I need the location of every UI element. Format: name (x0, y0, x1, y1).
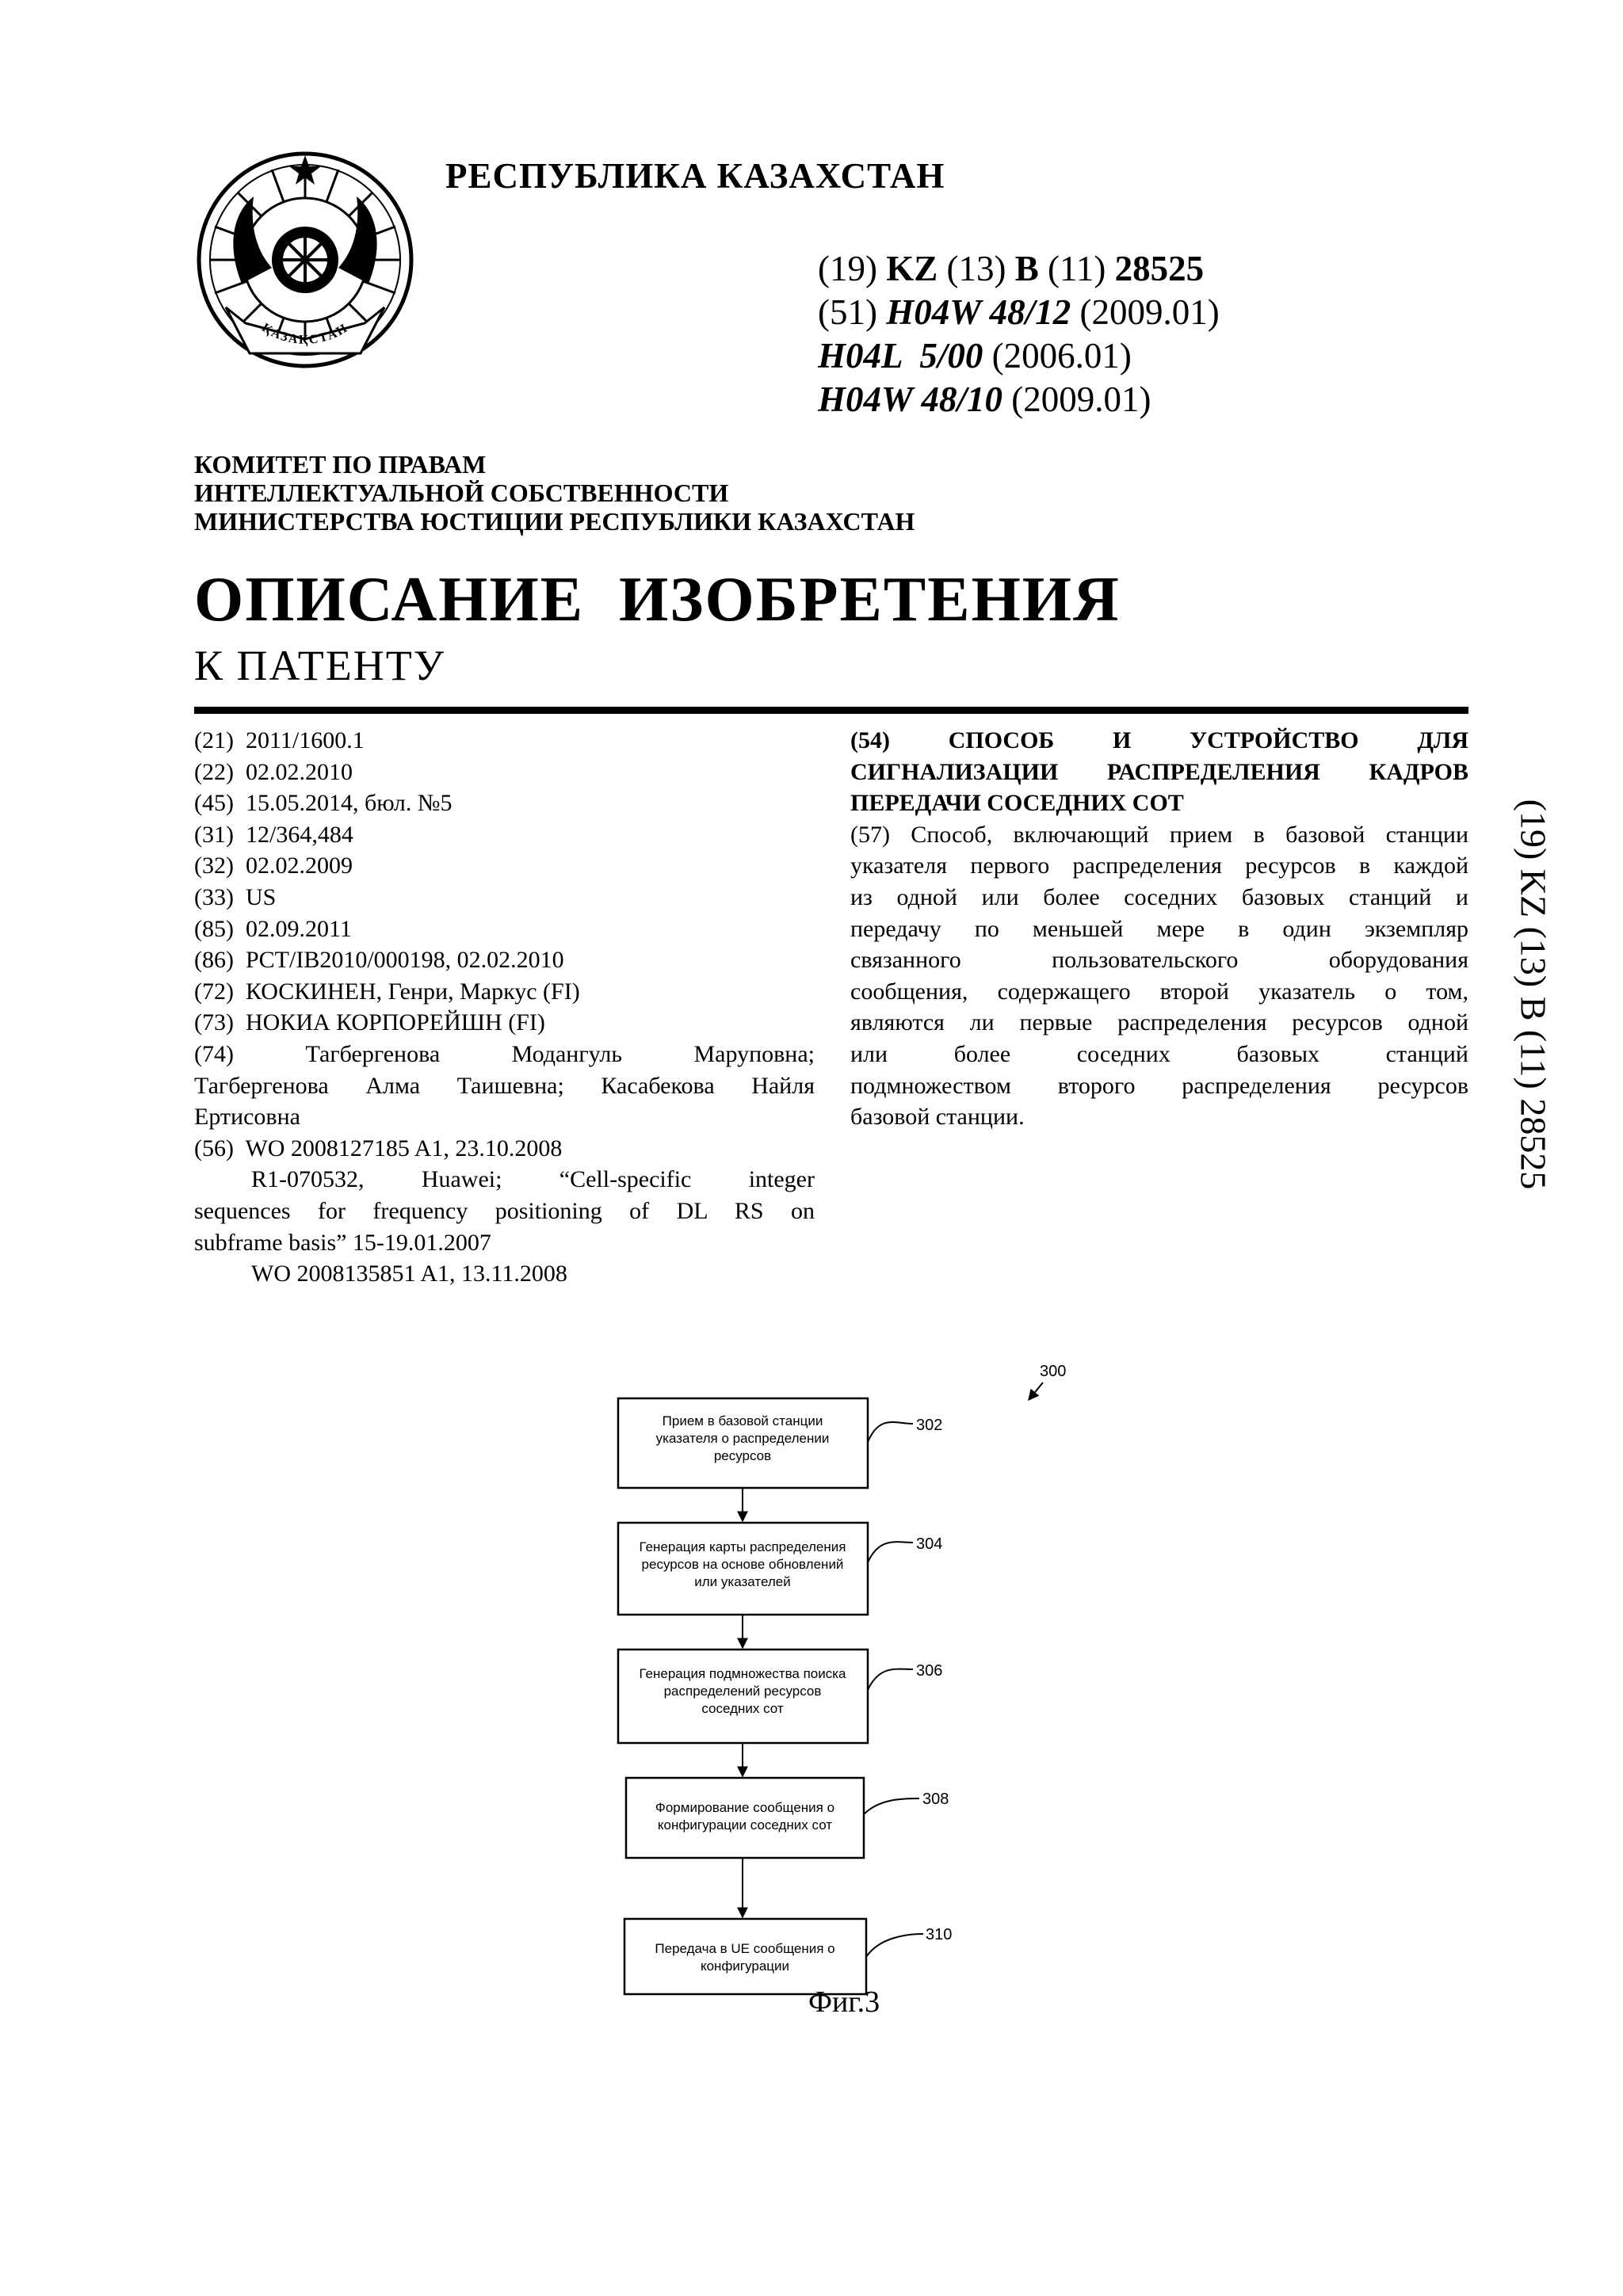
invention-title-line: (54) СПОСОБ И УСТРОЙСТВО ДЛЯ (850, 727, 1468, 753)
committee-line: КОМИТЕТ ПО ПРАВАМ (194, 450, 487, 479)
ref-leader (868, 1422, 913, 1442)
field-32: (32) 02.02.2009 (194, 852, 353, 879)
abstract-line: сообщения, содержащего второй указатель о том, (850, 978, 1468, 1005)
flow-box-text: ресурсов на основе обновлений (641, 1557, 844, 1572)
step-ref: 308 (922, 1791, 949, 1808)
field-73: (73) НОКИА КОРПОРЕЙШН (FI) (194, 1009, 545, 1036)
abstract-line: (57) Способ, включающий прием в базовой станции (850, 821, 1468, 848)
field-45: (45) 15.05.2014, бюл. №5 (194, 790, 453, 817)
committee-line: ИНТЕЛЛЕКТУАЛЬНОЙ СОБСТВЕННОСТИ (194, 479, 729, 507)
side-patent-code (1490, 772, 1577, 1216)
step-ref: 310 (926, 1926, 953, 1943)
step-ref: 306 (916, 1662, 943, 1680)
flow-box-text: Прием в базовой станции (662, 1413, 823, 1428)
abstract-line: подмножеством второго распределения ресурсов (850, 1072, 1468, 1099)
flow-box-text: Формирование сообщения о (655, 1800, 835, 1815)
code51-label: (51) (818, 292, 877, 332)
flow-box (624, 1919, 866, 1994)
side-code-text: (19) KZ (13) B (11) 28525 (1513, 799, 1554, 1190)
field-85: (85) 02.09.2011 (194, 915, 352, 942)
ref-leader (868, 1669, 913, 1690)
flow-box-text: соседних сот (701, 1701, 784, 1716)
field-21: (21) 2011/1600.1 (194, 727, 365, 753)
kind-code: B (1014, 249, 1039, 288)
flow-step-304 (618, 1523, 942, 1615)
flow-box-text: ресурсов (713, 1448, 772, 1463)
emblem-text: ҚАЗАҚСТАН (259, 321, 351, 347)
document-title: ОПИСАНИЕ ИЗОБРЕТЕНИЯ (194, 565, 1121, 635)
flow-box-text: конфигурации соседних сот (657, 1817, 833, 1833)
ref-leader (864, 1798, 919, 1814)
invention-title-line: ПЕРЕДАЧИ СОСЕДНИХ СОТ (850, 790, 1184, 817)
country-code: KZ (886, 249, 938, 288)
field-74-line: (74) Тагбергенова Модангуль Маруповна; (194, 1040, 815, 1067)
flow-box-text: указателя о распределении (655, 1431, 830, 1446)
flowchart-figure (602, 1359, 1067, 2032)
abstract-line: передачу по меньшей мере в один экземпляр (850, 915, 1468, 942)
ipc-year-3: (2009.01) (1011, 379, 1151, 419)
abstract-line: или более соседних базовых станций (850, 1040, 1468, 1067)
committee-name (194, 450, 915, 536)
step-ref: 302 (916, 1417, 943, 1434)
abstract-line: являются ли первые распределения ресурсов одной (850, 1009, 1468, 1036)
ipc-class-1: H04W 48/12 (886, 292, 1071, 332)
ipc-year-1: (2009.01) (1079, 292, 1220, 332)
flow-box-text: распределений ресурсов (663, 1684, 822, 1699)
figure-ref-arrow (1029, 1383, 1043, 1400)
state-emblem (194, 149, 416, 379)
flow-step-306 (618, 1650, 942, 1743)
abstract-column (850, 725, 1468, 1133)
flow-box-text: конфигурации (700, 1958, 790, 1974)
field-56-line: R1-070532, Huawei; “Cell-specific integer (251, 1166, 815, 1193)
field-56-line: subframe basis” 15-19.01.2007 (194, 1229, 491, 1256)
field-56-line: (56) WO 2008127185 A1, 23.10.2008 (194, 1135, 563, 1161)
field-56-line: sequences for frequency positioning of DL RS on (194, 1197, 815, 1224)
code19-label: (19) (818, 249, 877, 288)
flow-step-310 (624, 1919, 952, 1994)
code11-label: (11) (1048, 249, 1106, 288)
committee-line: МИНИСТЕРСТВА ЮСТИЦИИ РЕСПУБЛИКИ КАЗАХСТАН (194, 507, 915, 536)
flow-box-text: Передача в UE сообщения о (655, 1941, 835, 1956)
abstract-line: из одной или более соседних базовых станций и (850, 883, 1468, 910)
field-74-line: Ертисовна (194, 1104, 300, 1131)
flow-box-text: Генерация подмножества поиска (639, 1666, 846, 1681)
flow-step-308 (626, 1778, 949, 1858)
country-name: РЕСПУБЛИКА КАЗАХСТАН (445, 156, 945, 196)
ref-leader (866, 1934, 923, 1957)
ipc-class-3: H04W 48/10 (818, 379, 1002, 419)
flow-box-text: или указателей (694, 1574, 791, 1589)
publication-codes (818, 247, 1220, 421)
figure-ref-300: 300 (1040, 1363, 1067, 1380)
field-31: (31) 12/364,484 (194, 821, 353, 848)
abstract-line: базовой станции. (850, 1104, 1025, 1131)
field-72: (72) КОСКИНЕН, Генри, Маркус (FI) (194, 978, 580, 1005)
abstract-line: связанного пользовательского оборудования (850, 947, 1468, 974)
bibliographic-data (194, 725, 815, 1290)
document-subtitle: К ПАТЕНТУ (194, 642, 445, 689)
code13-label: (13) (946, 249, 1006, 288)
patent-number: 28525 (1114, 249, 1205, 288)
flow-box-text: Генерация карты распределения (639, 1539, 846, 1554)
field-33: (33) US (194, 883, 277, 910)
step-ref: 304 (916, 1535, 943, 1553)
field-86: (86) PCT/IB2010/000198, 02.02.2010 (194, 947, 564, 974)
ipc-class-2: H04L 5/00 (818, 336, 983, 376)
ref-leader (868, 1542, 913, 1562)
field-56-line: WO 2008135851 A1, 13.11.2008 (251, 1261, 567, 1287)
header-divider (194, 707, 1468, 714)
figure-caption: Фиг.3 (808, 1985, 880, 2019)
flow-step-302 (618, 1398, 942, 1488)
abstract-line: указателя первого распределения ресурсов в каждой (850, 852, 1468, 879)
ipc-year-2: (2006.01) (991, 336, 1132, 376)
invention-title-line: СИГНАЛИЗАЦИИ РАСПРЕДЕЛЕНИЯ КАДРОВ (850, 758, 1468, 785)
field-22: (22) 02.02.2010 (194, 758, 353, 785)
field-74-line: Тагбергенова Алма Таишевна; Касабекова Найля (194, 1072, 815, 1099)
